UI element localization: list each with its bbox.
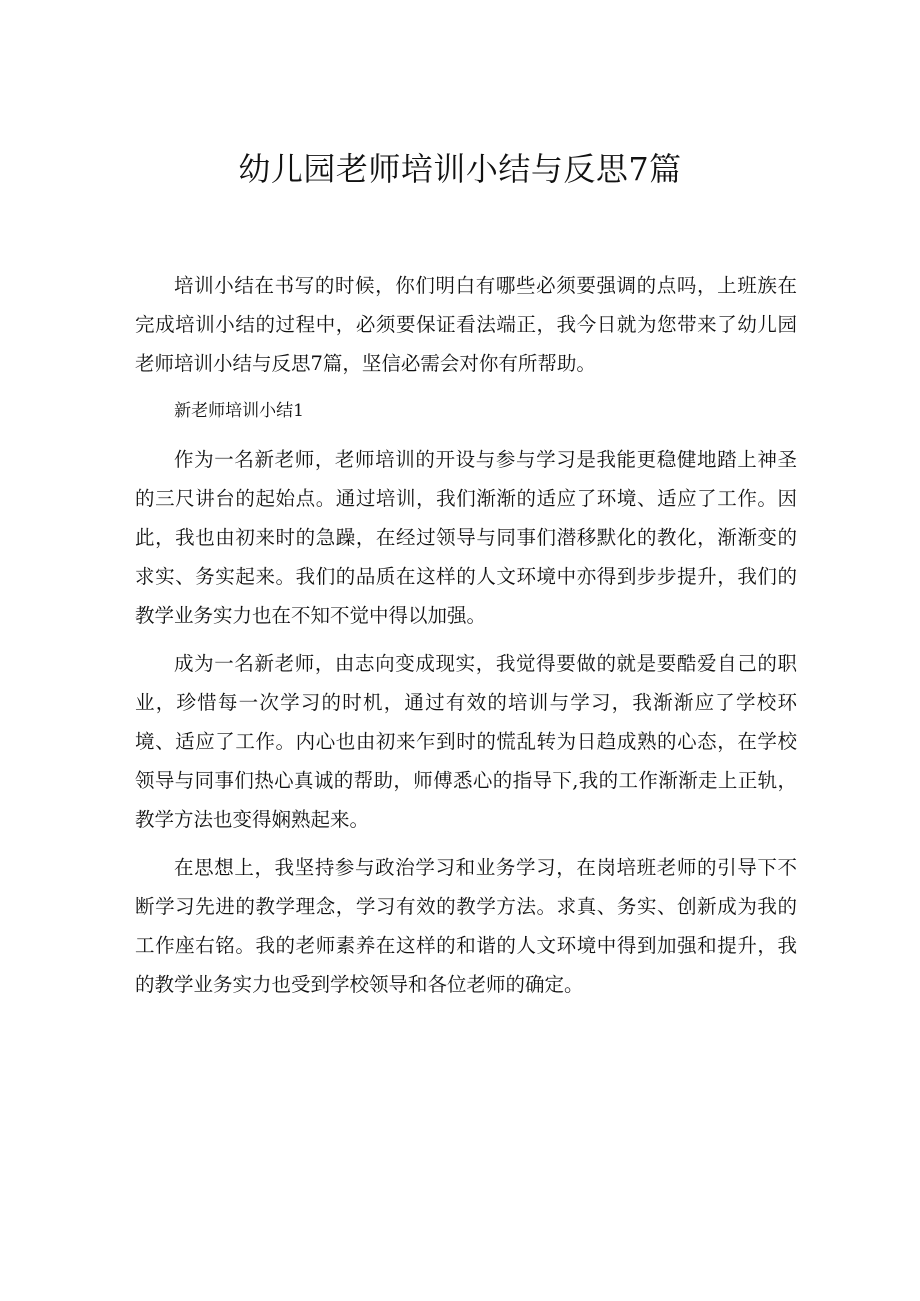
body-paragraph-1: 作为一名新老师，老师培训的开设与参与学习是我能更稳健地踏上神圣的三尺讲台的起始点。通过培训，我们渐渐的适应了环境、适应了工作。因此，我也由初来时的急躁，在经过领导与同事们潜移默化的教化，渐渐变的求实、务实起来。我们的品质在这样的人文环境中亦得到步步提升，我们的教学业务实力也在不知不觉中得以加强。 [135,448,797,627]
body-paragraph-3: 在思想上，我坚持参与政治学习和业务学习，在岗培班老师的引导下不断学习先进的教学理念，学习有效的教学方法。求真、务实、创新成为我的工作座右铭。我的老师素养在这样的和谐的人文环境中得到加强和提升，我的教学业务实力也受到学校领导和各位老师的确定。 [135,856,797,996]
document-title: 幼儿园老师培训小结与反思7篇 [238,150,682,188]
body-paragraph-2: 成为一名新老师，由志向变成现实，我觉得要做的就是要酷爱自己的职业，珍惜每一次学习的时机，通过有效的培训与学习，我渐渐应了学校环境、适应了工作。内心也由初来乍到时的慌乱转为日趋成熟的心态，在学校领导与同事们热心真诚的帮助，师傅悉心的指导下,我的工作渐渐走上正轨，教学方法也变得娴熟起来。 [135,652,797,831]
section-heading: 新老师培训小结1 [174,401,304,421]
intro-paragraph: 培训小结在书写的时候，你们明白有哪些必须要强调的点吗，上班族在完成培训小结的过程中，必须要保证看法端正，我今日就为您带来了幼儿园老师培训小结与反思7篇，坚信必需会对你有所帮助。 [135,274,797,375]
document-body [135,266,797,1013]
